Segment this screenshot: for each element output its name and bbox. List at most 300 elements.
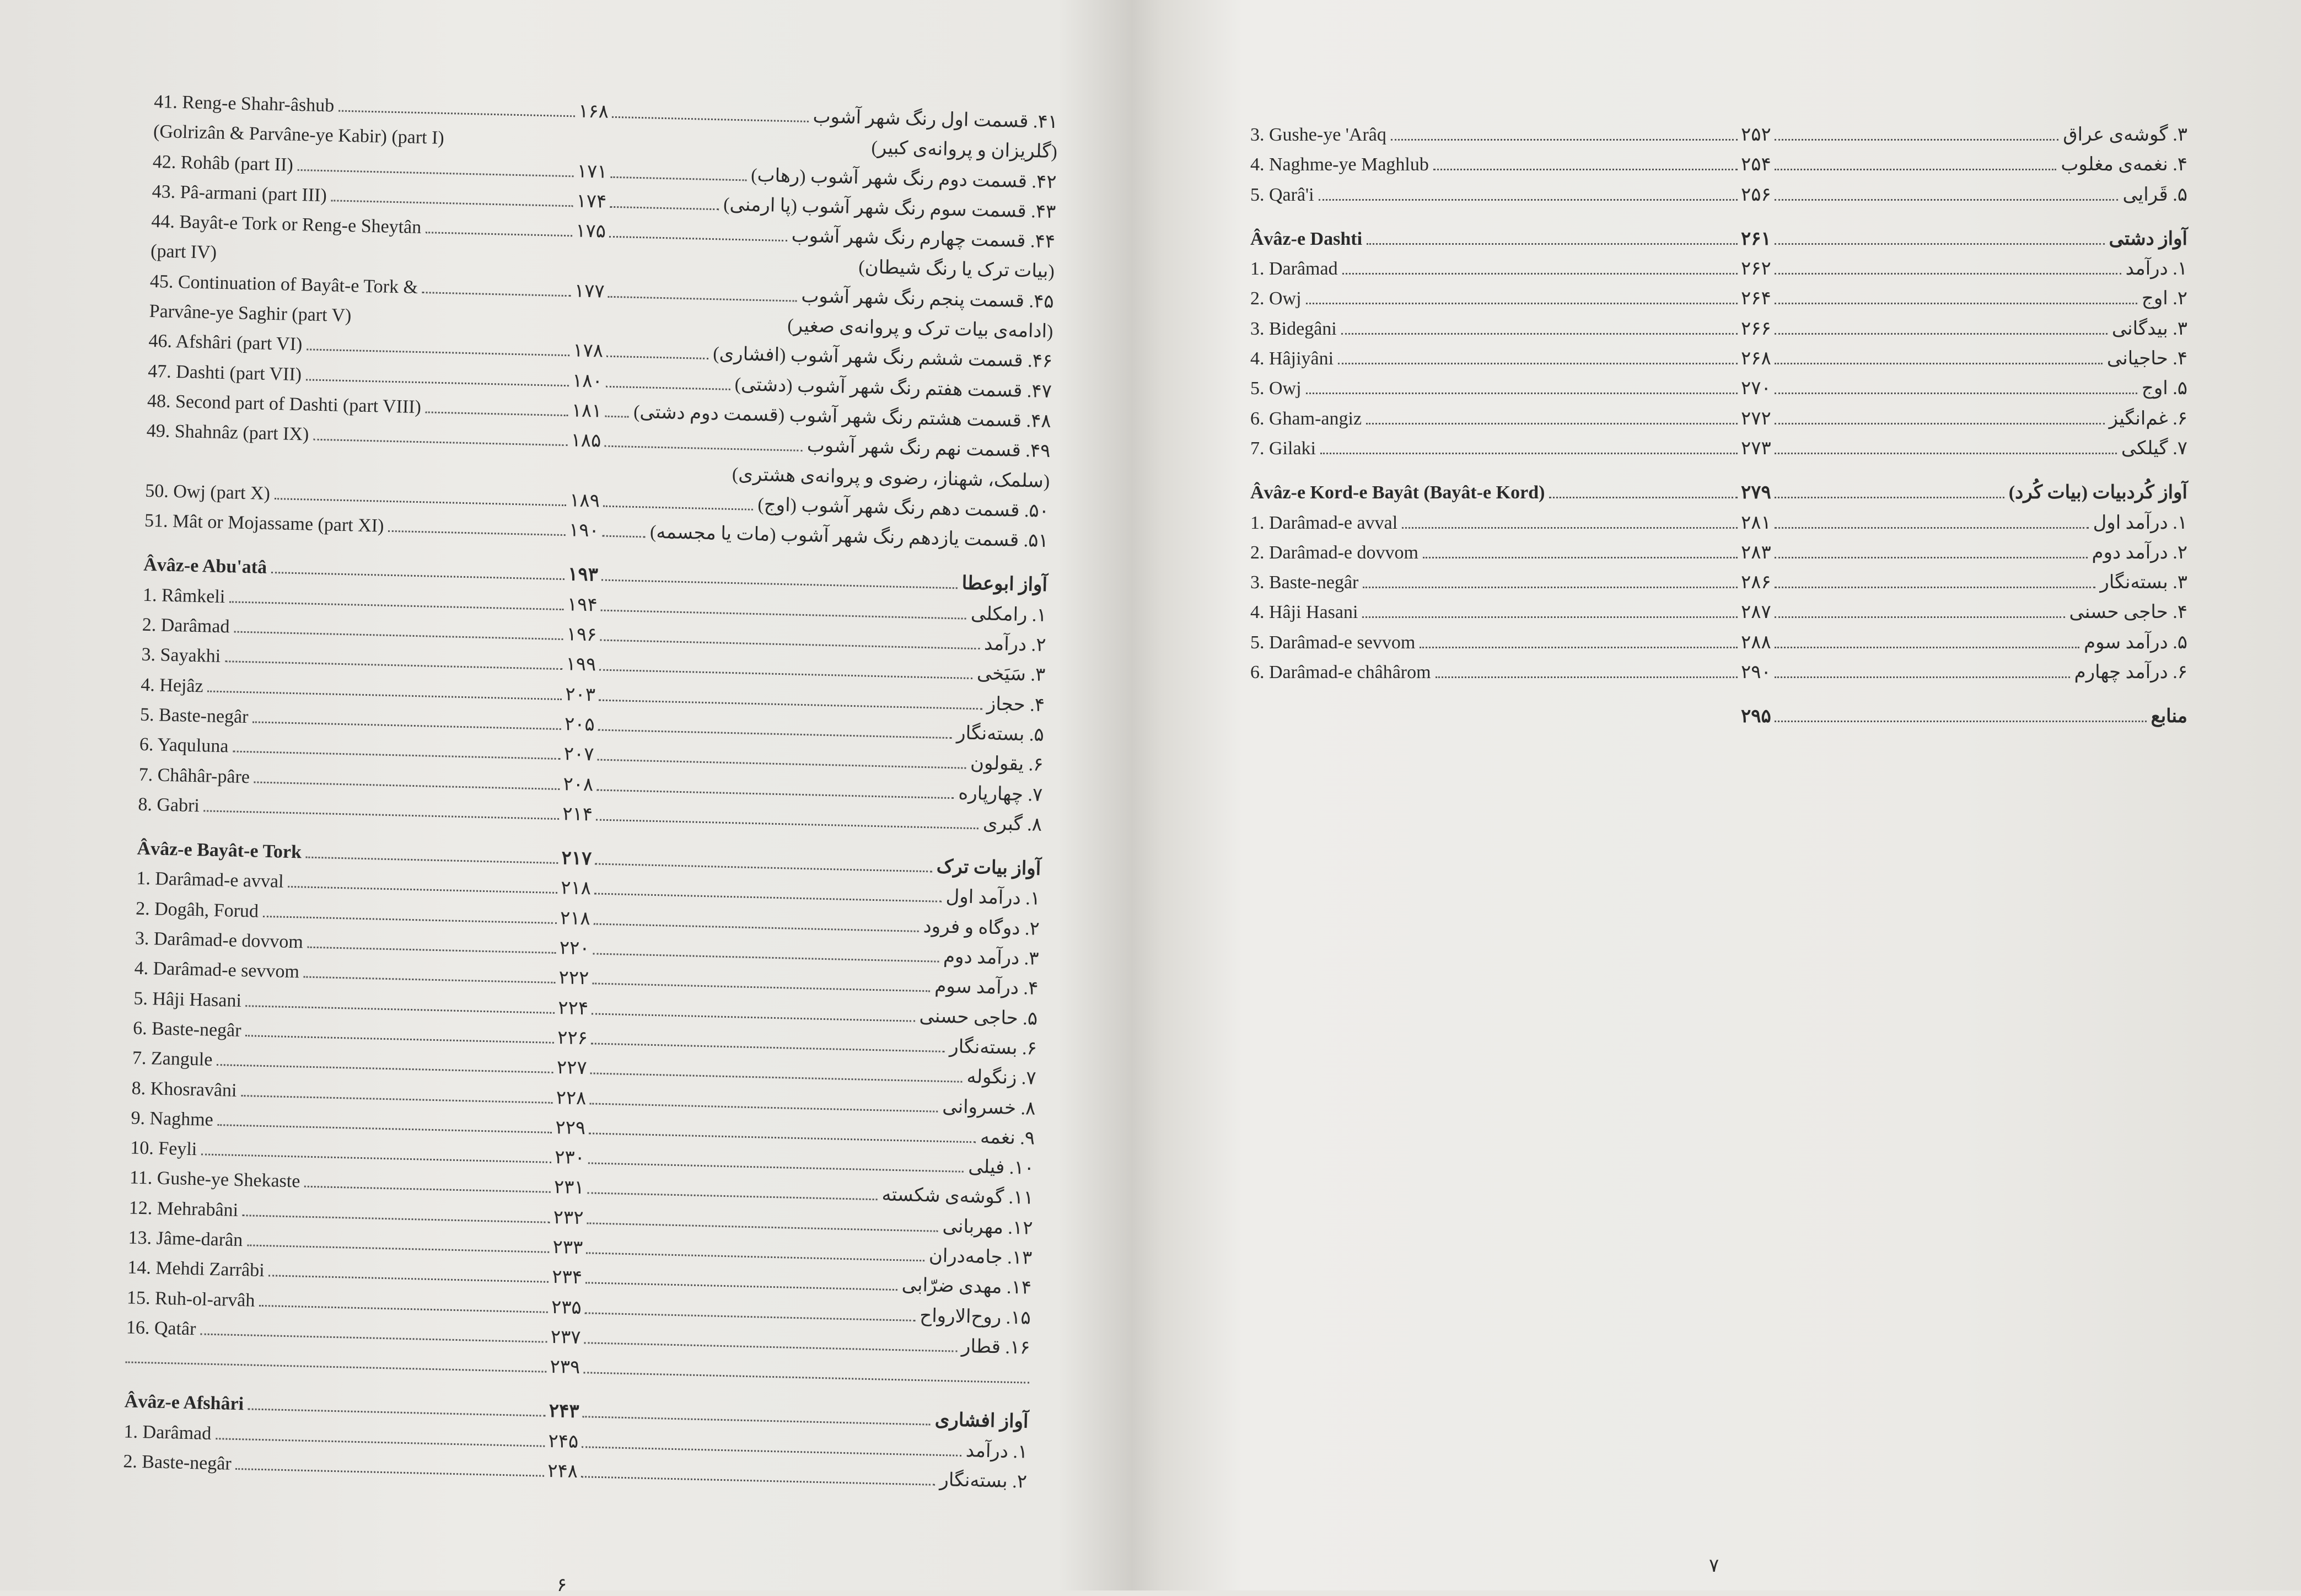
toc-entry: [1250, 150, 2187, 180]
entry-page-number: ۱۹۰: [568, 520, 600, 541]
entry-title-fa: ۴. درآمد سوم: [934, 976, 1039, 999]
dot-leader: [268, 1275, 549, 1283]
dot-leader: [241, 1095, 553, 1104]
entry-title-en: 42. Rohâb (part II): [152, 151, 294, 175]
entry-title-en: 2. Darâmad: [142, 614, 230, 637]
toc-section-heading: [1250, 478, 2187, 508]
dot-leader: [426, 411, 568, 416]
dot-leader: [234, 631, 563, 641]
dot-leader: [1775, 363, 2103, 364]
dot-leader: [1549, 497, 1738, 498]
entry-page-number: ۲۶۶: [1741, 318, 1771, 339]
entry-title-fa: ۴۷. قسمت هفتم رنگ شهر آشوب (دشتی): [734, 374, 1052, 402]
toc-entry: [1250, 628, 2187, 658]
entry-title-en: 8. Khosravâni: [131, 1078, 237, 1101]
entry-title-en: 6. Yaquluna: [139, 734, 229, 757]
dot-leader: [1391, 139, 1738, 141]
entry-title-en: 7. Châhâr-pâre: [138, 764, 250, 787]
entry-title-fa: ۵. قَرایی: [2122, 184, 2187, 205]
dot-leader: [1320, 453, 1738, 454]
dot-leader: [216, 1438, 545, 1447]
dot-leader: [604, 445, 802, 452]
dot-leader: [1433, 169, 1738, 170]
entry-title-en: 5. Hâji Hasani: [133, 988, 242, 1011]
dot-leader: [589, 1132, 976, 1143]
entry-title-en: 47. Dashti (part VII): [147, 361, 302, 385]
dot-leader: [1319, 199, 1738, 201]
entry-title-fa: ۵. حاجی حسنی: [919, 1006, 1038, 1029]
entry-title-en: Âvâz-e Kord-e Bayât (Bayât-e Kord): [1250, 482, 1545, 503]
entry-title-fa: ۳. درآمد دوم: [943, 946, 1039, 969]
dot-leader: [601, 609, 966, 619]
entry-title-fa: ۳. سَیَخی: [976, 663, 1046, 686]
entry-page-number: ۲۴۳: [549, 1401, 579, 1422]
entry-page-number: ۱۸۹: [569, 490, 600, 512]
dot-leader: [217, 1064, 553, 1073]
entry-title-en: 44. Bayât-e Tork or Reng-e Sheytân: [151, 211, 422, 238]
entry-title-fa: ۴۱. قسمت اول رنگ شهر آشوب: [813, 106, 1058, 133]
dot-leader: [583, 1372, 1029, 1383]
dot-leader: [314, 439, 568, 446]
entry-page-number: ۲۴۵: [548, 1431, 579, 1452]
dot-leader: [307, 349, 569, 357]
entry-page-number: ۲۷۹: [1741, 482, 1771, 503]
entry-title-en: 3. Darâmad-e dovvom: [135, 928, 304, 953]
dot-leader: [601, 579, 958, 589]
entry-title-en: Parvâne-ye Saghir (part V): [149, 300, 352, 326]
toc-entry: [1250, 344, 2187, 374]
entry-page-number: ۱۷۸: [572, 340, 604, 362]
toc-entry: [1250, 508, 2187, 538]
dot-leader: [587, 1222, 938, 1232]
entry-title-fa: (بیات ترک یا رنگ شیطان): [858, 257, 1055, 282]
entry-title-fa: ۴۸. قسمت هشتم رنگ شهر آشوب (قسمت دوم دشتی): [633, 401, 1052, 432]
entry-title-en: 2. Owj: [1250, 288, 1302, 309]
entry-page-number: ۲۳۲: [553, 1207, 584, 1228]
dot-leader: [599, 669, 972, 679]
entry-title-fa: ۴۲. قسمت دوم رنگ شهر آشوب (رهاب): [750, 165, 1057, 192]
entry-page-number: ۲۷۰: [1741, 378, 1771, 399]
dot-leader: [598, 729, 952, 739]
dot-leader: [581, 1476, 935, 1486]
entry-title-fa: ۵. بسته‌نگار: [956, 723, 1045, 745]
entry-title-en: 48. Second part of Dashti (part VIII): [147, 390, 422, 418]
entry-title-fa: ۸. گبری: [982, 813, 1042, 835]
entry-page-number: ۲۷۳: [1741, 438, 1771, 459]
dot-leader: [225, 661, 562, 670]
entry-page-number: ۲۳۱: [553, 1177, 585, 1199]
entry-title-fa: ۲. بسته‌نگار: [939, 1470, 1028, 1492]
entry-page-number: ۱۹۳: [567, 564, 599, 585]
entry-page-number: ۲۱۴: [562, 803, 593, 825]
entry-page-number: ۱۷۴: [576, 191, 607, 212]
dot-leader: [1775, 557, 2088, 558]
entry-title-en: 1. Darâmad-e avval: [136, 868, 284, 893]
entry-title-fa: ۲. درآمد دوم: [2092, 542, 2187, 563]
entry-page-number: ۲۳۰: [554, 1147, 585, 1169]
dot-leader: [217, 1124, 552, 1133]
entry-page-number: ۲۷۲: [1741, 408, 1771, 429]
dot-leader: [1775, 393, 2137, 394]
entry-title-en: 3. Sayakhi: [141, 644, 221, 667]
dot-leader: [1366, 423, 1738, 424]
dot-leader: [1342, 273, 1738, 275]
entry-title-en: 11. Gushe-ye Shekaste: [129, 1167, 300, 1192]
dot-leader: [331, 200, 573, 207]
toc-entry: [1250, 658, 2187, 687]
entry-title-en: 43. Pâ-armani (part III): [152, 181, 327, 206]
entry-title-fa: ۱۱. گوشه‌ی شکسته: [881, 1184, 1034, 1209]
dot-leader: [1775, 169, 2056, 170]
entry-title-fa: ۳. بیدگانی: [2111, 318, 2187, 339]
entry-title-en: 6. Baste-negâr: [132, 1018, 242, 1041]
dot-leader: [254, 781, 560, 790]
dot-leader: [584, 1342, 957, 1352]
dot-leader: [582, 1416, 930, 1426]
entry-title-fa: ۴. حجاز: [986, 694, 1045, 716]
entry-title-en: 5. Owj: [1250, 378, 1302, 399]
entry-title-en: 51. Mât or Mojassame (part XI): [144, 510, 384, 536]
toc-entry: [1250, 284, 2187, 314]
dot-leader: [235, 1468, 544, 1477]
dot-leader: [305, 857, 558, 864]
toc-entry: [1250, 404, 2187, 434]
entry-title-en: 6. Darâmad-e châhârom: [1250, 662, 1431, 683]
dot-leader: [308, 947, 556, 954]
dot-leader: [229, 601, 564, 610]
entry-title-en: 50. Owj (part X): [144, 480, 271, 504]
entry-title-fa: ۴۳. قسمت سوم رنگ شهر آشوب (پا ارمنی): [723, 194, 1056, 223]
entry-title-fa: ۲. دوگاه و فرود: [923, 916, 1040, 939]
entry-page-number: ۲۸۳: [1741, 542, 1771, 563]
entry-title-fa: ۶. یقولون: [970, 753, 1044, 776]
dot-leader: [288, 886, 557, 894]
entry-title-en: 13. Jâme-darân: [128, 1227, 243, 1251]
entry-title-en: Âvâz-e Afshâri: [124, 1391, 244, 1415]
dot-leader: [245, 1005, 555, 1014]
dot-leader: [1775, 243, 2105, 245]
dot-leader: [1338, 363, 1738, 364]
dot-leader: [593, 953, 939, 962]
dot-leader: [201, 1333, 547, 1342]
dot-leader: [1775, 273, 2121, 275]
entry-page-number: ۲۸۸: [1741, 632, 1771, 653]
entry-title-en: 7. Zangule: [132, 1047, 213, 1071]
entry-title-fa: ۵۱. قسمت یازدهم رنگ شهر آشوب (مات یا مجسمه): [649, 522, 1049, 552]
dot-leader: [605, 416, 629, 418]
entry-title-en: 12. Mehrabâni: [128, 1197, 239, 1221]
entry-title-fa: ۴۴. قسمت چهارم رنگ شهر آشوب: [791, 225, 1056, 252]
dot-leader: [1775, 199, 2118, 201]
entry-title-fa: ۲. اوج: [2141, 288, 2187, 309]
dot-leader: [1402, 527, 1738, 529]
entry-title-fa: ۴۹. قسمت نهم رنگ شهر آشوب: [807, 436, 1051, 462]
dot-leader: [233, 751, 561, 760]
entry-title-fa: ۸. خسروانی: [942, 1096, 1036, 1119]
dot-leader: [600, 640, 980, 650]
entry-title-en: 3. Baste-negâr: [1250, 572, 1359, 593]
entry-title-fa: ۱۵. روح‌الارواح: [919, 1305, 1031, 1329]
toc-entry: [1250, 598, 2187, 627]
entry-title-fa: آواز بیات ترک: [936, 856, 1041, 879]
entry-title-en: (part IV): [150, 241, 217, 264]
entry-title-fa: آواز ابوعطا: [961, 573, 1048, 596]
entry-title-en: Âvâz-e Abu'atâ: [143, 555, 267, 578]
dot-leader: [1423, 557, 1738, 558]
entry-title-fa: (ادامه‌ی بیات ترک و پروانه‌ی صغیر): [787, 315, 1053, 342]
entry-page-number: ۲۱۷: [561, 848, 592, 869]
entry-page-number: ۲۳۵: [551, 1297, 582, 1318]
entry-title-en: 46. Afshâri (part VI): [148, 331, 303, 355]
dot-leader: [338, 110, 575, 117]
entry-page-number: ۱۸۵: [571, 430, 601, 452]
dot-leader: [603, 535, 646, 538]
entry-title-en: 4. Hâjiyâni: [1250, 348, 1334, 369]
dot-leader: [388, 530, 566, 536]
entry-title-fa: ۳. گوشه‌ی عراق: [2063, 125, 2187, 145]
dot-leader: [247, 1244, 549, 1253]
entry-page-number: ۱۷۱: [577, 161, 607, 182]
page-number-right: ۷: [1709, 1556, 1719, 1576]
entry-title-fa: ۴۵. قسمت پنجم رنگ شهر آشوب: [801, 286, 1055, 312]
entry-page-number: ۲۲۸: [556, 1087, 587, 1109]
entry-title-en: 8. Gabri: [138, 794, 200, 816]
entry-title-fa: (گلریزان و پروانه‌ی کبیر): [871, 137, 1058, 163]
entry-title-en: 2. Baste-negâr: [123, 1451, 232, 1474]
entry-page-number: ۱۷۷: [574, 281, 605, 302]
dot-leader: [426, 232, 572, 237]
dot-leader: [1775, 647, 2079, 648]
entry-title-en: 1. Darâmad: [123, 1421, 212, 1444]
dot-leader: [298, 169, 574, 177]
dot-leader: [608, 296, 797, 302]
toc-left: [123, 87, 1058, 1497]
dot-leader: [207, 690, 562, 700]
entry-title-fa: ۷. زنگوله: [966, 1067, 1037, 1089]
dot-leader: [259, 1304, 548, 1313]
dot-leader: [610, 206, 719, 210]
dot-leader: [594, 923, 919, 932]
entry-page-number: ۲۰۳: [565, 684, 596, 706]
entry-title-en: 16. Qatâr: [126, 1317, 196, 1340]
dot-leader: [1306, 393, 1738, 394]
dot-leader: [125, 1362, 546, 1373]
dot-leader: [596, 819, 979, 829]
dot-leader: [1775, 497, 2004, 498]
dot-leader: [1775, 423, 2105, 424]
entry-page-number: ۲۲۰: [559, 938, 590, 959]
dot-leader: [588, 1192, 878, 1201]
entry-page-number: ۲۹۰: [1741, 662, 1771, 683]
dot-leader: [1775, 303, 2137, 304]
dot-leader: [594, 893, 942, 902]
page-number-left: ۶: [557, 1575, 567, 1595]
entry-page-number: ۲۰۸: [563, 773, 594, 795]
entry-page-number: ۲۶۴: [1741, 288, 1771, 309]
dot-leader: [248, 1409, 546, 1417]
entry-title-fa: ۱. درآمد: [2125, 259, 2187, 280]
entry-title-en: 7. Gilaki: [1250, 438, 1316, 459]
dot-leader: [1775, 139, 2058, 141]
dot-leader: [1306, 303, 1738, 304]
entry-page-number: ۲۳۷: [550, 1326, 581, 1348]
toc-entry: [1250, 314, 2187, 344]
entry-page-number: ۱۸۰: [572, 370, 603, 392]
dot-leader: [263, 916, 557, 924]
entry-title-fa: ۱. درآمد: [965, 1440, 1028, 1463]
entry-title-fa: ۳. بسته‌نگار: [2100, 572, 2187, 593]
entry-page-number: ۲۱۸: [560, 907, 591, 929]
dot-leader: [1420, 647, 1738, 648]
entry-title-en: 1. Darâmad-e avval: [1250, 512, 1398, 533]
entry-page-number: ۲۶۲: [1741, 259, 1771, 280]
dot-leader: [582, 1446, 961, 1457]
entry-page-number: ۲۲۲: [558, 968, 589, 989]
dot-leader: [585, 1312, 916, 1321]
entry-title-fa: ۹. نغمه: [980, 1127, 1035, 1149]
dot-leader: [1362, 616, 1738, 618]
entry-title-fa: آواز افشاری: [934, 1410, 1029, 1433]
entry-title-fa: ۱. رامکلی: [970, 603, 1047, 626]
dot-leader: [252, 721, 561, 730]
entry-title-en: 5. Darâmad-e sevvom: [1250, 632, 1416, 653]
entry-title-en: 3. Gushe-ye 'Arâq: [1250, 125, 1386, 145]
dot-leader: [1775, 721, 2147, 722]
dot-leader: [275, 498, 566, 506]
dot-leader: [1775, 676, 2070, 678]
entry-page-number: ۱۹۶: [566, 624, 597, 646]
dot-leader: [1775, 587, 2095, 588]
entry-title-en: 9. Naghme: [131, 1108, 214, 1130]
left-page: [0, 0, 1130, 1595]
toc-entry: [1250, 180, 2187, 210]
entry-title-fa: ۱۲. مهربانی: [942, 1216, 1033, 1239]
entry-title-fa: (سلمک، شهناز، رضوی و پروانه‌ی هشتری): [732, 464, 1050, 492]
dot-leader: [589, 1103, 938, 1112]
entry-title-fa: ۱۶. قطار: [961, 1336, 1030, 1358]
entry-title-fa: ۵۰. قسمت دهم رنگ شهر آشوب (اوج): [757, 494, 1050, 522]
dot-leader: [203, 810, 559, 820]
entry-title-en: 4. Naghme-ye Maghlub: [1250, 154, 1429, 175]
entry-page-number: ۲۳۴: [551, 1267, 583, 1288]
entry-page-number: ۲۵۴: [1741, 154, 1771, 175]
dot-leader: [243, 1215, 550, 1223]
entry-page-number: ۲۰۷: [563, 744, 594, 765]
entry-title-fa: ۴۶. قسمت ششم رنگ شهر آشوب (افشاری): [712, 343, 1053, 372]
dot-leader: [1363, 587, 1738, 588]
toc-section-heading: [1250, 224, 2187, 254]
entry-page-number: ۲۲۶: [557, 1027, 588, 1049]
entry-page-number: ۱۶۸: [578, 101, 609, 122]
dot-leader: [606, 385, 730, 390]
entry-title-fa: ۴. حاجیانی: [2106, 348, 2187, 369]
entry-title-fa: ۱۰. فیلی: [967, 1157, 1035, 1179]
dot-leader: [590, 1073, 963, 1083]
entry-title-fa: ۴. حاجی حسنی: [2069, 602, 2187, 623]
entry-page-number: ۲۴۸: [547, 1460, 578, 1482]
entry-title-en: 1. Darâmad: [1250, 259, 1338, 280]
toc-entry: [1250, 120, 2187, 150]
entry-page-number: ۱۹۴: [567, 594, 598, 616]
dot-leader: [1341, 333, 1738, 335]
entry-title-en: 2. Darâmad-e dovvom: [1250, 542, 1418, 563]
entry-title-en: 2. Dogâh, Forud: [135, 898, 259, 922]
dot-leader: [610, 176, 746, 181]
entry-page-number: ۱۹۹: [566, 654, 596, 675]
entry-title-en: (Golrizân & Parvâne-ye Kabir) (part I): [153, 121, 445, 149]
dot-leader: [1436, 676, 1738, 678]
entry-title-fa: منابع: [2151, 706, 2187, 727]
dot-leader: [592, 1013, 915, 1022]
toc-entry: [1250, 434, 2187, 464]
toc-right: [1250, 120, 2187, 732]
entry-title-en: 4. Darâmad-e sevvom: [134, 958, 300, 982]
right-page: [1130, 0, 2301, 1590]
dot-leader: [599, 699, 982, 710]
dot-leader: [609, 236, 787, 241]
entry-title-fa: ۱۴. مهدی ضرّابی: [901, 1275, 1032, 1298]
entry-page-number: ۲۸۱: [1741, 512, 1771, 533]
toc-entry: [1250, 538, 2187, 568]
dot-leader: [596, 789, 954, 799]
entry-title-fa: ۷. گیلکی: [2121, 438, 2187, 459]
entry-page-number: ۲۵۲: [1741, 125, 1771, 145]
dot-leader: [1775, 527, 2089, 529]
entry-title-en: 5. Baste-negâr: [139, 704, 249, 728]
entry-page-number: ۲۳۳: [552, 1237, 583, 1259]
entry-page-number: ۲۲۷: [556, 1057, 588, 1079]
toc-entry: [1250, 374, 2187, 404]
entry-page-number: ۲۲۹: [555, 1117, 586, 1139]
dot-leader: [201, 1154, 551, 1163]
entry-title-en: 6. Gham-angiz: [1250, 408, 1362, 429]
entry-title-fa: ۵. اوج: [2141, 378, 2187, 399]
entry-title-fa: ۵. درآمد سوم: [2084, 632, 2187, 653]
entry-title-en: 15. Ruh-ol-arvâh: [126, 1287, 255, 1311]
entry-page-number: ۲۵۶: [1741, 184, 1771, 205]
entry-title-fa: ۴. نغمه‌ی مغلوب: [2061, 154, 2187, 175]
entry-title-fa: ۱۳. جامه‌دران: [928, 1245, 1033, 1269]
entry-title-en: Âvâz-e Dashti: [1250, 228, 1363, 249]
dot-leader: [612, 116, 809, 122]
dot-leader: [245, 1035, 554, 1044]
entry-page-number: ۲۰۵: [564, 714, 595, 735]
dot-leader: [592, 983, 930, 992]
dot-leader: [595, 863, 932, 873]
entry-page-number: ۲۹۵: [1741, 706, 1771, 727]
dot-leader: [606, 356, 708, 359]
entry-title-en: 1. Râmkeli: [142, 584, 225, 607]
entry-title-fa: ۱. درآمد اول: [2093, 512, 2187, 533]
entry-page-number: ۲۶۱: [1741, 228, 1771, 249]
entry-page-number: ۲۳۹: [550, 1357, 580, 1378]
entry-title-en: Âvâz-e Bayât-e Tork: [137, 838, 302, 863]
entry-title-fa: ۶. درآمد چهارم: [2074, 662, 2187, 683]
dot-leader: [1367, 243, 1738, 245]
entry-title-fa: آواز دشتی: [2109, 228, 2187, 249]
entry-page-number: ۲۱۸: [560, 878, 592, 899]
entry-page-number: ۲۲۴: [557, 997, 589, 1019]
dot-leader: [603, 506, 753, 510]
dot-leader: [422, 292, 571, 297]
dot-leader: [591, 1042, 945, 1052]
entry-title-en: 4. Hejâz: [140, 674, 204, 696]
entry-title-fa: ۶. بسته‌نگار: [949, 1036, 1037, 1059]
entry-title-fa: ۲. درآمد: [983, 633, 1046, 655]
dot-leader: [304, 1186, 551, 1193]
entry-title-fa: ۶. غم‌انگیز: [2109, 408, 2187, 429]
entry-page-number: ۲۶۸: [1741, 348, 1771, 369]
